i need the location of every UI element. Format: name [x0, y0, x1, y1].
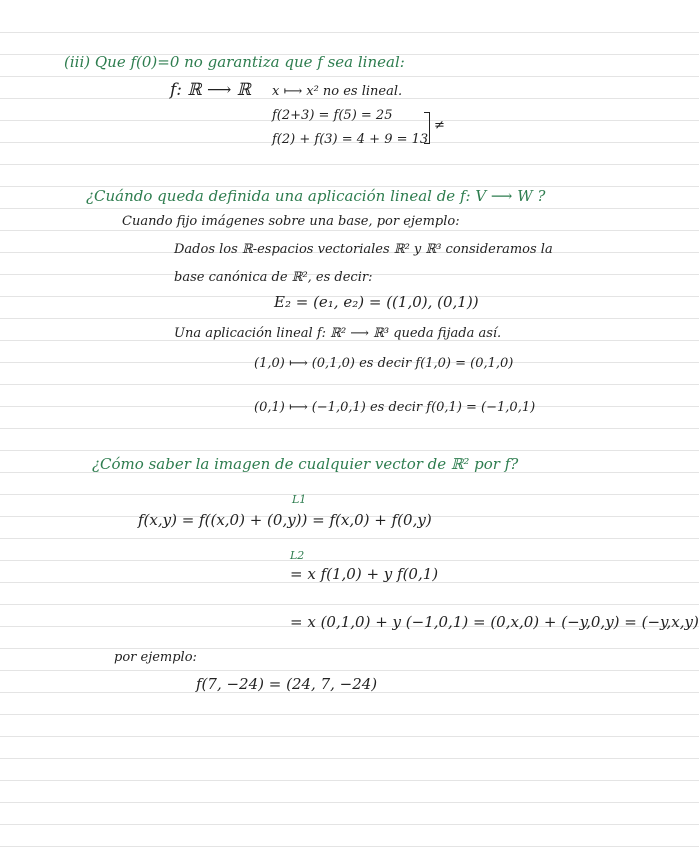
section-when-base: base canónica de ℝ², es decir:: [174, 270, 373, 285]
section-how-l2-tag: L2: [290, 549, 305, 562]
section-how-l1-tag: L1: [292, 493, 307, 506]
section-iii-bracket: [424, 112, 430, 144]
section-when-question: ¿Cuándo queda definida una aplicación lineal de f: V ⟶ W ?: [86, 187, 546, 205]
section-iii-line1: f(2+3) = f(5) = 25: [272, 108, 393, 123]
section-how-question: ¿Cómo saber la imagen de cualquier vector de ℝ² por f?: [92, 455, 519, 473]
section-how-eq1: f(x,y) = f((x,0) + (0,y)) = f(x,0) + f(0,y): [138, 511, 432, 529]
section-how-eq3: = x (0,1,0) + y (−1,0,1) = (0,x,0) + (−y,0,y) = (−y,x,y): [290, 613, 699, 631]
section-iii-rule: x ⟼ x² no es lineal.: [272, 84, 403, 99]
section-when-dados: Dados los ℝ-espacios vectoriales ℝ² y ℝ³ consideramos la: [174, 242, 553, 257]
section-iii-map: f: ℝ ⟶ ℝ: [170, 80, 251, 100]
example-eq: f(7, −24) = (24, 7, −24): [196, 675, 378, 693]
section-how-eq2: = x f(1,0) + y f(0,1): [290, 565, 439, 583]
section-when-answer: Cuando fijo imágenes sobre una base, por ejemplo:: [122, 214, 460, 229]
example-label: por ejemplo:: [114, 650, 197, 665]
section-iii-line2: f(2) + f(3) = 4 + 9 = 13: [272, 132, 429, 147]
section-when-map1: (1,0) ⟼ (0,1,0) es decir f(1,0) = (0,1,0): [254, 356, 514, 371]
section-when-map2: (0,1) ⟼ (−1,0,1) es decir f(0,1) = (−1,0,1): [254, 400, 536, 415]
section-when-e2: E₂ = (e₁, e₂) = ((1,0), (0,1)): [274, 293, 479, 311]
section-when-una-aplicacion: Una aplicación lineal f: ℝ² ⟶ ℝ³ queda fijada así.: [174, 326, 502, 341]
section-iii-heading: (iii) Que f(0)=0 no garantiza que f sea lineal:: [64, 53, 405, 71]
section-iii-neq: ≠: [434, 118, 445, 133]
